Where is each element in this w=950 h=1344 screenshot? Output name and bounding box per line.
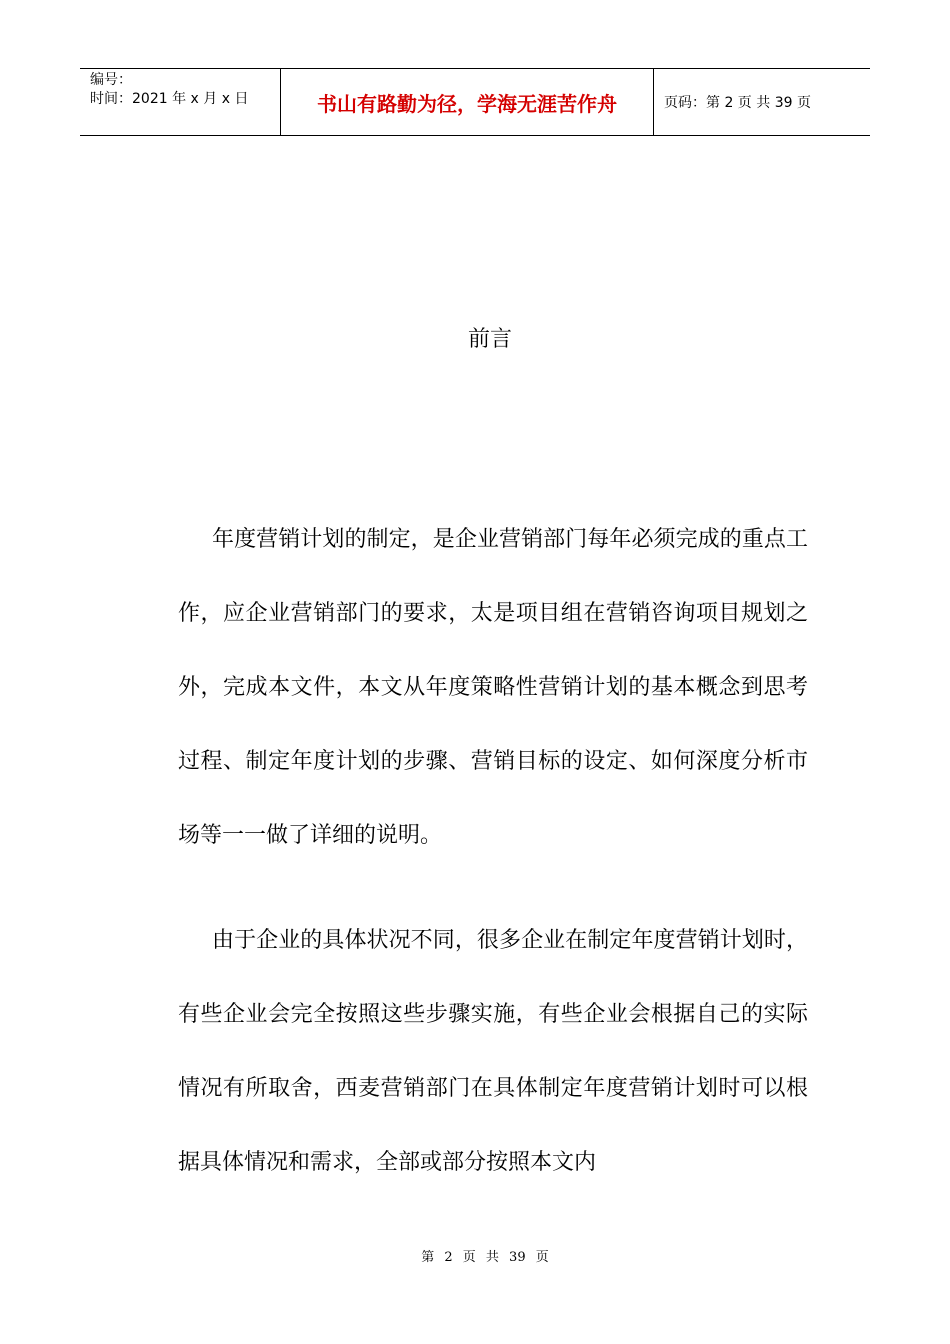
section-title: 前言 [467, 327, 512, 352]
header-meta-cell [80, 69, 281, 135]
body-paragraph: 年度营销计划的制定，是企业营销部门每年必须完成的重点工作，应企业营销部门的要求，太是项目组在营销咨询项目规划之外，完成本文件，本文从年度策略性营销计划的基本概念到思考过程、制定年度计划的步骤、营销目标的设定、如何深度分析市场等一一做了详细的说明。 [178, 527, 808, 848]
page-footer: 第 2 页 共 39 页 [421, 1250, 549, 1265]
document-number-label: 编号： [90, 72, 132, 88]
page-header [80, 68, 870, 136]
header-page-info: 页码：第 2 页 共 39 页 [664, 95, 811, 111]
header-motto: 书山有路勤为径，学海无涯苦作舟 [281, 69, 654, 135]
body-paragraph: 由于企业的具体状况不同，很多企业在制定年度营销计划时，有些企业会完全按照这些步骤实施，有些企业会根据自己的实际情况有所取舍，西麦营销部门在具体制定年度营销计划时可以根据具体情况和需求，全部或部分按照本文内 [178, 928, 808, 1175]
document-date-label: 时间：2021 年 x 月 x 日 [90, 91, 249, 107]
